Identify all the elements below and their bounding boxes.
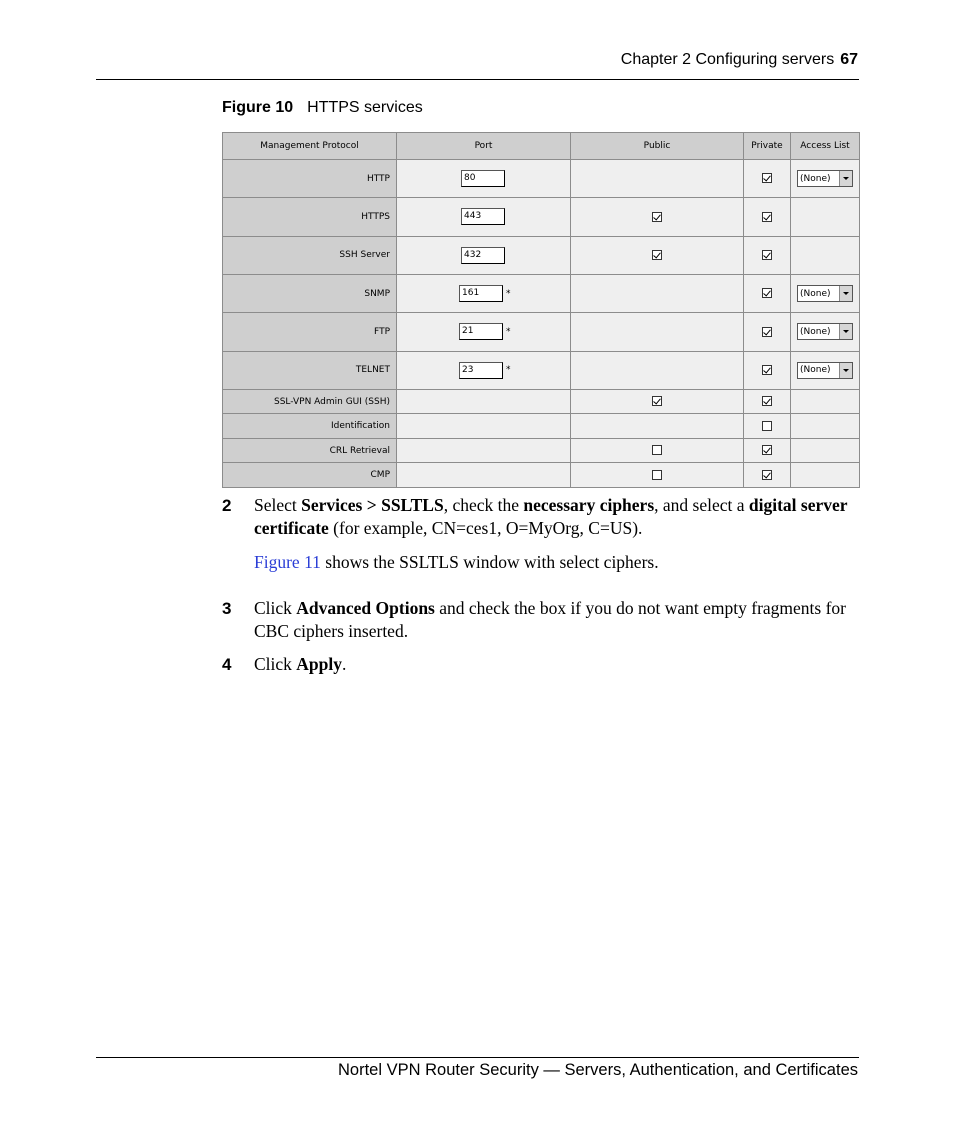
public-cell — [571, 198, 744, 236]
protocol-label: HTTPS — [223, 198, 397, 236]
col-management-protocol: Management Protocol — [223, 133, 397, 160]
table-row — [223, 414, 860, 438]
private-cell — [744, 389, 791, 413]
col-port: Port — [397, 133, 571, 160]
protocol-label: CMP — [223, 463, 397, 488]
access-list-value: (None) — [800, 365, 831, 376]
access-list-value: (None) — [800, 288, 831, 299]
access-list-value: (None) — [800, 326, 831, 337]
protocol-label: SSH Server — [223, 236, 397, 274]
table-row — [223, 274, 860, 312]
step-number: 2 — [222, 496, 232, 515]
public-checkbox[interactable] — [652, 470, 662, 480]
table-row — [223, 438, 860, 462]
public-cell — [571, 313, 744, 351]
access-list-cell — [791, 198, 860, 236]
private-checkbox[interactable] — [762, 396, 772, 406]
dropdown-arrow-icon[interactable] — [839, 363, 852, 378]
public-cell — [571, 274, 744, 312]
step-text: Select Services > SSLTLS, check the necessary ciphers, and select a digital server certificate (for example, CN=ces1, O=MyOrg, C=US). — [254, 495, 848, 538]
access-list-value: (None) — [800, 173, 831, 184]
private-checkbox[interactable] — [762, 445, 772, 455]
port-input[interactable]: 21 — [459, 323, 503, 340]
step-4 — [222, 653, 859, 676]
table-row — [223, 351, 860, 389]
access-list-cell — [791, 438, 860, 462]
private-checkbox[interactable] — [762, 212, 772, 222]
port-input[interactable]: 443 — [461, 208, 505, 225]
protocol-label: FTP — [223, 313, 397, 351]
access-list-cell — [791, 274, 860, 312]
access-list-cell — [791, 160, 860, 198]
public-cell — [571, 160, 744, 198]
port-input[interactable]: 80 — [461, 170, 505, 187]
private-checkbox[interactable] — [762, 365, 772, 375]
figure-reference-note: Figure 11 shows the SSLTLS window with select ciphers. — [254, 552, 659, 572]
private-checkbox[interactable] — [762, 327, 772, 337]
private-checkbox[interactable] — [762, 250, 772, 260]
public-cell — [571, 351, 744, 389]
access-list-select[interactable] — [797, 323, 853, 340]
table-row — [223, 313, 860, 351]
access-list-cell — [791, 389, 860, 413]
private-checkbox[interactable] — [762, 173, 772, 183]
dropdown-arrow-icon[interactable] — [839, 171, 852, 186]
private-cell — [744, 438, 791, 462]
access-list-cell — [791, 463, 860, 488]
figure-title: HTTPS services — [307, 99, 423, 116]
col-public: Public — [571, 133, 744, 160]
public-cell — [571, 414, 744, 438]
public-checkbox[interactable] — [652, 212, 662, 222]
protocol-label: SNMP — [223, 274, 397, 312]
table-row — [223, 160, 860, 198]
port-cell — [397, 160, 571, 198]
port-input[interactable]: 432 — [461, 247, 505, 264]
public-checkbox[interactable] — [652, 445, 662, 455]
port-input[interactable]: 23 — [459, 362, 503, 379]
port-cell — [397, 438, 571, 462]
public-checkbox[interactable] — [652, 396, 662, 406]
table-row — [223, 463, 860, 488]
running-header — [621, 51, 858, 69]
step-text: Click Advanced Options and check the box if you do not want empty fragments for CBC ciphers inserted. — [254, 598, 847, 641]
page-number: 67 — [840, 51, 858, 68]
dropdown-arrow-icon[interactable] — [839, 324, 852, 339]
required-marker: * — [506, 326, 511, 337]
chapter-title: Chapter 2 Configuring servers — [620, 51, 835, 68]
figure-number: Figure 10 — [222, 99, 294, 116]
protocol-label: TELNET — [223, 351, 397, 389]
public-cell — [571, 463, 744, 488]
private-cell — [744, 236, 791, 274]
access-list-cell — [791, 351, 860, 389]
col-access-list: Access List — [791, 133, 860, 160]
public-cell — [571, 236, 744, 274]
access-list-select[interactable] — [797, 362, 853, 379]
dropdown-arrow-icon[interactable] — [839, 286, 852, 301]
port-cell — [397, 463, 571, 488]
step-number: 3 — [222, 599, 232, 618]
private-cell — [744, 160, 791, 198]
footer-rule — [96, 1057, 859, 1058]
private-checkbox[interactable] — [762, 288, 772, 298]
private-cell — [744, 463, 791, 488]
port-cell — [397, 313, 571, 351]
access-list-cell — [791, 313, 860, 351]
access-list-select[interactable] — [797, 285, 853, 302]
required-marker: * — [506, 288, 511, 299]
private-cell — [744, 198, 791, 236]
public-cell — [571, 389, 744, 413]
protocol-label: Identification — [223, 414, 397, 438]
table-row — [223, 389, 860, 413]
step-3 — [222, 597, 859, 643]
https-services-screenshot — [222, 132, 859, 488]
access-list-cell — [791, 236, 860, 274]
step-text: Click Apply. — [254, 654, 347, 674]
table-row — [223, 236, 860, 274]
access-list-cell — [791, 414, 860, 438]
private-cell — [744, 351, 791, 389]
private-cell — [744, 313, 791, 351]
private-cell — [744, 274, 791, 312]
services-table — [222, 132, 860, 488]
port-input[interactable]: 161 — [459, 285, 503, 302]
private-checkbox[interactable] — [762, 421, 772, 431]
step-2 — [222, 494, 859, 540]
public-cell — [571, 438, 744, 462]
protocol-label: HTTP — [223, 160, 397, 198]
private-checkbox[interactable] — [762, 470, 772, 480]
col-private: Private — [744, 133, 791, 160]
table-header-row — [223, 133, 860, 160]
figure-caption — [222, 99, 423, 117]
protocol-label: SSL-VPN Admin GUI (SSH) — [223, 389, 397, 413]
running-footer: Nortel VPN Router Security — Servers, Authentication, and Certificates — [338, 1061, 858, 1079]
port-cell — [397, 274, 571, 312]
header-rule — [96, 79, 859, 80]
port-cell — [397, 414, 571, 438]
port-cell — [397, 351, 571, 389]
protocol-label: CRL Retrieval — [223, 438, 397, 462]
required-marker: * — [506, 365, 511, 376]
port-cell — [397, 236, 571, 274]
step-number: 4 — [222, 655, 232, 674]
table-row — [223, 198, 860, 236]
private-cell — [744, 414, 791, 438]
access-list-select[interactable] — [797, 170, 853, 187]
port-cell — [397, 389, 571, 413]
figure-11-link[interactable]: Figure 11 — [254, 552, 321, 572]
port-cell — [397, 198, 571, 236]
public-checkbox[interactable] — [652, 250, 662, 260]
